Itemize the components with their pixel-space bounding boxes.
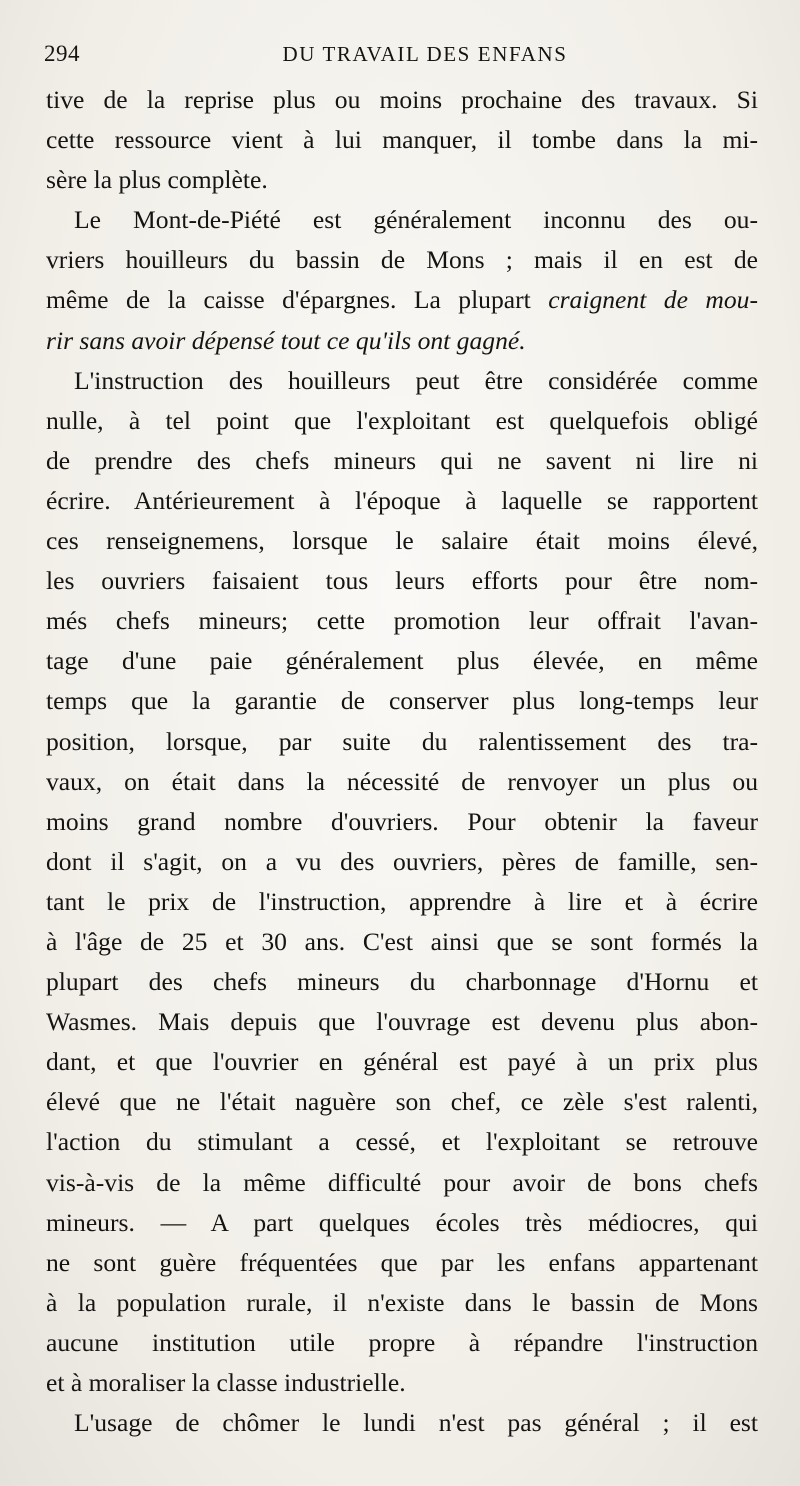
- text-line: dont il s'agit, on a vu des ouvriers, pères de famille, sen-: [46, 846, 758, 876]
- text-line: cette ressource vient à lui manquer, il tombe dans la mi-: [46, 125, 758, 155]
- text-line: més chefs mineurs; cette promotion leur offrait l'avan-: [46, 606, 758, 636]
- text-line: aucune institution utile propre à répandre l'instruction: [46, 1327, 758, 1357]
- paragraph-3: [46, 361, 758, 1403]
- running-title: DU TRAVAIL DES ENFANS: [282, 42, 568, 66]
- text-line: tant le prix de l'instruction, apprendre à lire et à écrire: [46, 886, 758, 916]
- text-line: temps que la garantie de conserver plus long-temps leur: [46, 686, 758, 716]
- page-header: [44, 38, 766, 70]
- text-line: Wasmes. Mais depuis que l'ouvrage est devenu plus abon-: [46, 1007, 758, 1037]
- paragraph-2: [46, 200, 758, 360]
- text-line: Le Mont-de-Piété est généralement inconnu des ou-: [74, 205, 758, 235]
- text-line: position, lorsque, par suite du ralentissement des tra-: [46, 726, 758, 756]
- page-number: 294: [44, 41, 80, 66]
- text-line: moins grand nombre d'ouvriers. Pour obtenir la faveur: [46, 806, 758, 836]
- text-line: élevé que ne l'était naguère son chef, ce zèle s'est ralenti,: [46, 1087, 758, 1117]
- paragraph-4: [46, 1403, 758, 1443]
- text-line: plupart des chefs mineurs du charbonnage d'Hornu et: [46, 967, 758, 997]
- text-line: tage d'une paie généralement plus élevée, en même: [46, 646, 758, 676]
- text-line: L'usage de chômer le lundi n'est pas général ; il est: [74, 1408, 758, 1438]
- text-line: vriers houilleurs du bassin de Mons ; mais il en est de: [46, 245, 758, 275]
- text-line: les ouvriers faisaient tous leurs efforts pour être nom-: [46, 566, 758, 596]
- text-line: l'action du stimulant a cessé, et l'exploitant se retrouve: [46, 1127, 758, 1157]
- text-line: et à moraliser la classe industrielle.: [46, 1368, 406, 1397]
- text-line: mineurs. — A part quelques écoles très médiocres, qui: [46, 1207, 758, 1237]
- text-line: écrire. Antérieurement à l'époque à laquelle se rapportent: [46, 485, 758, 515]
- text-line: L'instruction des houilleurs peut être considérée comme: [74, 365, 758, 395]
- body-text: [46, 80, 758, 1443]
- text-segment: même de la caisse d'épargnes. La plupart: [46, 285, 549, 315]
- text-line: vaux, on était dans la nécessité de renvoyer un plus ou: [46, 766, 758, 796]
- text-line: rir sans avoir dépensé tout ce qu'ils ont gagné.: [46, 325, 526, 355]
- text-line: sère la plus complète.: [46, 165, 268, 195]
- text-line: à la population rurale, il n'existe dans le bassin de Mons: [46, 1287, 758, 1317]
- paragraph-1: [46, 80, 758, 200]
- text-line: [46, 280, 758, 320]
- text-line: vis-à-vis de la même difficulté pour avoir de bons chefs: [46, 1167, 758, 1197]
- text-line: à l'âge de 25 et 30 ans. C'est ainsi que se sont formés la: [46, 926, 758, 956]
- text-line: de prendre des chefs mineurs qui ne savent ni lire ni: [46, 445, 758, 475]
- text-line: tive de la reprise plus ou moins prochaine des travaux. Si: [46, 85, 758, 114]
- italic-segment: craignent de mou-: [548, 285, 758, 315]
- text-line: nulle, à tel point que l'exploitant est quelquefois obligé: [46, 405, 758, 435]
- text-line: dant, et que l'ouvrier en général est payé à un prix plus: [46, 1047, 758, 1077]
- text-line: ne sont guère fréquentées que par les enfans appartenant: [46, 1247, 758, 1277]
- text-line: ces renseignemens, lorsque le salaire était moins élevé,: [46, 526, 758, 556]
